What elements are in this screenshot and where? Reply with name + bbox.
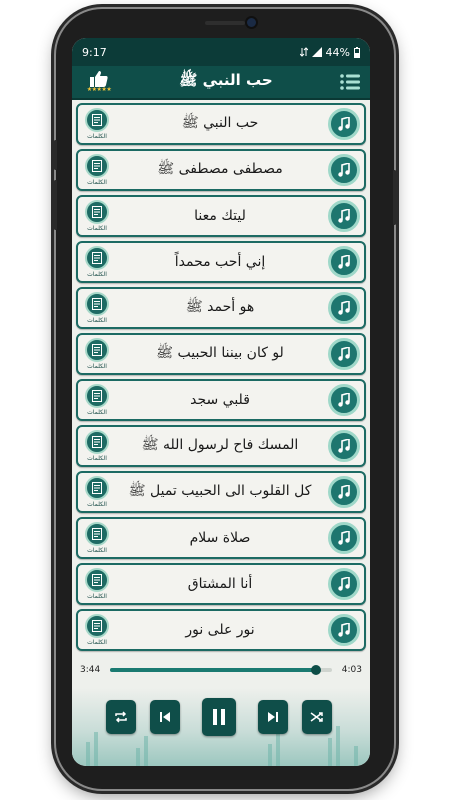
music-note-icon (338, 117, 350, 131)
seek-bar[interactable] (110, 668, 332, 672)
song-list-item[interactable] (76, 241, 366, 283)
lyrics-button[interactable] (82, 108, 112, 140)
pause-icon (213, 709, 225, 725)
song-list-item[interactable] (76, 333, 366, 375)
lyrics-button[interactable] (82, 292, 112, 324)
song-title: قلبي سجد (190, 392, 250, 408)
skip-previous-icon (160, 712, 170, 722)
lyrics-button[interactable] (82, 568, 112, 600)
song-list-item[interactable] (76, 471, 366, 513)
lyrics-icon (85, 568, 109, 592)
volume-up-key (54, 140, 57, 170)
equalizer-bar (276, 730, 280, 766)
song-title: هو أحمد ﷺ (185, 299, 255, 315)
song-list-item[interactable] (76, 425, 366, 467)
play-song-button[interactable] (328, 476, 360, 508)
thumbs-up-icon (90, 71, 108, 87)
power-key (393, 170, 396, 225)
lyrics-label: الكلمات (87, 639, 107, 646)
volume-down-key (54, 180, 57, 230)
lyrics-button[interactable] (82, 154, 112, 186)
music-note-icon (338, 623, 350, 637)
lyrics-icon (85, 246, 109, 270)
lyrics-icon (85, 108, 109, 132)
play-song-button[interactable] (328, 522, 360, 554)
lyrics-icon (85, 476, 109, 500)
music-note-icon (338, 577, 350, 591)
song-list-item[interactable] (76, 149, 366, 191)
lyrics-label: الكلمات (87, 501, 107, 508)
music-note-icon (338, 393, 350, 407)
play-song-button[interactable] (328, 292, 360, 324)
play-song-button[interactable] (328, 338, 360, 370)
lyrics-button[interactable] (82, 476, 112, 508)
song-title: المسك فاح لرسول الله ﷺ (141, 437, 299, 453)
equalizer-bar (136, 748, 140, 766)
lyrics-icon (85, 200, 109, 224)
song-list-item[interactable] (76, 379, 366, 421)
play-song-button[interactable] (328, 614, 360, 646)
rating-stars: ★★★★★ (86, 86, 112, 93)
play-song-button[interactable] (328, 246, 360, 278)
front-camera (247, 18, 256, 27)
shuffle-icon (310, 711, 324, 723)
music-note-icon (338, 347, 350, 361)
song-list-item[interactable] (76, 563, 366, 605)
song-list-item[interactable] (76, 517, 366, 559)
status-icons (300, 46, 360, 59)
status-time: 9:17 (82, 45, 107, 59)
signal-icon (312, 47, 322, 57)
music-note-icon (338, 531, 350, 545)
lyrics-label: الكلمات (87, 409, 107, 416)
play-song-button[interactable] (328, 430, 360, 462)
song-title: أنا المشتاق (187, 576, 253, 592)
lyrics-label: الكلمات (87, 593, 107, 600)
song-title: مصطفى مصطفى ﷺ (157, 161, 283, 177)
app-bar (72, 66, 370, 100)
menu-icon[interactable] (340, 74, 360, 90)
skip-next-icon (268, 712, 278, 722)
repeat-button[interactable] (106, 700, 136, 734)
player-controls (72, 688, 370, 766)
lyrics-label: الكلمات (87, 179, 107, 186)
song-title: نور على نور (185, 622, 255, 638)
equalizer-bar (328, 738, 332, 766)
equalizer-bar (268, 744, 272, 766)
lyrics-label: الكلمات (87, 271, 107, 278)
repeat-icon (114, 711, 128, 723)
lyrics-label: الكلمات (87, 133, 107, 140)
shuffle-button[interactable] (302, 700, 332, 734)
song-list (72, 100, 370, 651)
song-title: حب النبي ﷺ (181, 115, 259, 131)
lyrics-icon (85, 522, 109, 546)
lyrics-label: الكلمات (87, 455, 107, 462)
play-song-button[interactable] (328, 200, 360, 232)
music-note-icon (338, 485, 350, 499)
music-note-icon (338, 163, 350, 177)
seek-thumb[interactable] (311, 665, 321, 675)
lyrics-button[interactable] (82, 338, 112, 370)
data-transfer-icon (300, 47, 308, 57)
battery-percentage: 44% (325, 45, 350, 59)
play-song-button[interactable] (328, 568, 360, 600)
song-title: لو كان بيننا الحبيب ﷺ (156, 345, 284, 361)
total-time: 4:03 (341, 665, 362, 675)
song-list-item[interactable] (76, 195, 366, 237)
rate-app-button[interactable] (86, 71, 112, 93)
song-title: إني أحب محمداً (174, 254, 266, 270)
previous-button[interactable] (150, 700, 180, 734)
play-song-button[interactable] (328, 384, 360, 416)
lyrics-label: الكلمات (87, 363, 107, 370)
music-note-icon (338, 439, 350, 453)
page-title: حب النبي ﷺ (179, 71, 273, 89)
seek-bar-fill (110, 668, 316, 672)
equalizer-bar (94, 732, 98, 766)
play-song-button[interactable] (328, 154, 360, 186)
elapsed-time: 3:44 (80, 665, 101, 675)
equalizer-bar (354, 746, 358, 766)
status-bar (72, 38, 370, 66)
lyrics-label: الكلمات (87, 225, 107, 232)
song-title: صلاة سلام (189, 530, 251, 546)
lyrics-button[interactable] (82, 246, 112, 278)
lyrics-label: الكلمات (87, 317, 107, 324)
lyrics-label: الكلمات (87, 547, 107, 554)
playback-progress (72, 658, 370, 682)
battery-icon (354, 47, 360, 58)
lyrics-icon (85, 338, 109, 362)
lyrics-icon (85, 384, 109, 408)
lyrics-button[interactable] (82, 522, 112, 554)
play-song-button[interactable] (328, 108, 360, 140)
lyrics-icon (85, 292, 109, 316)
lyrics-icon (85, 154, 109, 178)
lyrics-button[interactable] (82, 430, 112, 462)
lyrics-button[interactable] (82, 614, 112, 646)
song-title: كل القلوب الى الحبيب تميل ﷺ (128, 483, 312, 499)
app-screen (72, 38, 370, 766)
song-list-item[interactable] (76, 287, 366, 329)
song-list-item[interactable] (76, 103, 366, 145)
lyrics-button[interactable] (82, 384, 112, 416)
equalizer-bar (336, 726, 340, 766)
song-list-item[interactable] (76, 609, 366, 651)
music-note-icon (338, 301, 350, 315)
earpiece-speaker (205, 21, 245, 25)
song-title: ليتك معنا (194, 208, 246, 224)
music-note-icon (338, 255, 350, 269)
lyrics-button[interactable] (82, 200, 112, 232)
next-button[interactable] (258, 700, 288, 734)
lyrics-icon (85, 614, 109, 638)
pause-button[interactable] (202, 698, 236, 736)
lyrics-icon (85, 430, 109, 454)
equalizer-bar (86, 742, 90, 766)
music-note-icon (338, 209, 350, 223)
equalizer-bar (144, 736, 148, 766)
